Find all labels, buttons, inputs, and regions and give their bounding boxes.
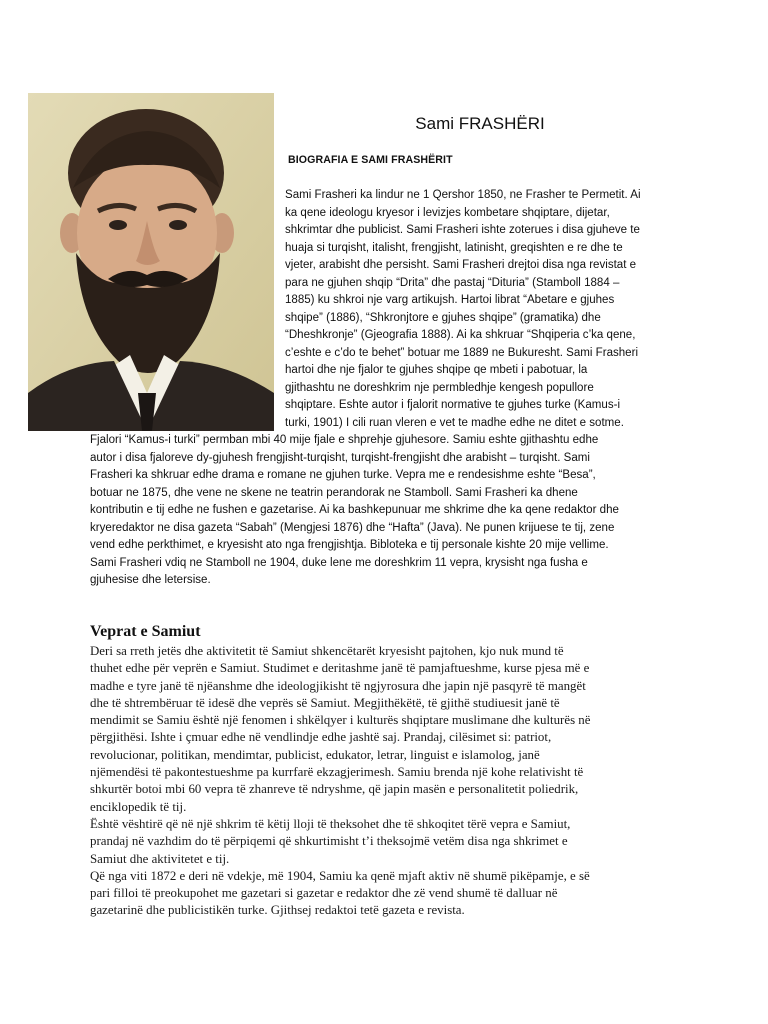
text-line: prandaj në vazhdim do të përpiqemi që shkurtimisht t’i theksojmë vetëm disa nga shkrimet e — [90, 834, 568, 849]
text-line: botuar ne 1875, dhe vene ne skene ne teatrin perandorak ne Stamboll. Sami Frasheri ka dhene — [90, 486, 578, 499]
text-line: shqiptare. Eshte autor i fjalorit normative te gjuhes turke (Kamus-i — [285, 399, 621, 411]
text-line: para ne gjuhen shqip “Drita” dhe pastaj “Dituria” (Stamboll 1884 – — [285, 276, 620, 289]
text-line: Sami Frasheri ka lindur ne 1 Qershor 1850, ne Frasher te Permetit. Ai — [285, 189, 641, 201]
text-line: kryeredaktor ne disa gazeta “Sabah” (Mengjesi 1876) dhe “Hafta” (Java). Ne punen krijuese te tij, zene — [90, 521, 615, 534]
biography-heading: BIOGRAFIA E SAMI FRASHËRIT — [288, 154, 453, 166]
text-line: hartoi dhe nje fjalor te gjuhes shqipe qe mbeti i pabotuar, la — [285, 364, 588, 376]
text-line: Samiut dhe aktivitetet e tij. — [90, 851, 230, 866]
text-line: ka qene ideologu kryesor i levizjes kombetare shqiptare, dijetar, — [285, 206, 610, 219]
biography-column-text — [285, 187, 677, 432]
text-line: gjuhesise dhe letersise. — [90, 574, 211, 586]
text-line: gjithashtu ne doreshkrim nje permbledhje kengesh popullore — [285, 381, 594, 394]
text-line: thuhet edhe për veprën e Samiut. Studimet e deritashme janë të pamjaftueshme, kurse pjesa më e — [90, 661, 590, 676]
text-line: turki, 1901) I cili ruan vleren e vet te madhe edhe ne ditet e sotme. — [285, 416, 624, 429]
text-line: Është vështirë që në një shkrim të këtij lloji të theksohet dhe të shkoqitet tërë vepra e Samiut, — [90, 816, 571, 831]
text-line: Frasheri ka shkruar edhe drama e romane ne gjuhen turke. Vepra me e rendesishme eshte “Besa”, — [90, 469, 596, 481]
text-line: revolucionar, politikan, mendimtar, publicist, edukator, letrar, linguist e islamolog, janë — [90, 747, 540, 762]
works-heading: Veprat e Samiut — [90, 623, 201, 640]
page-title: Sami FRASHËRI — [415, 114, 545, 133]
biography-continued-text — [90, 432, 680, 590]
text-line: autor i disa fjaloreve dy-gjuhesh frengjisht-turqisht, turqisht-frengjisht dhe arabisht – turqisht. Sami — [90, 451, 590, 464]
text-line: shqipe” (1886), “Shkronjtore e gjuhes shqipe” (gramatika) dhe — [285, 311, 601, 324]
text-line: shkurtër botoi mbi 60 vepra të zhanreve të ndryshme, që japin masën e personalitetit poliedrik, — [90, 782, 579, 797]
portrait-illustration — [28, 93, 274, 431]
text-line: pari filloi të preokupohet me gazetari si gazetar e redaktor dhe zë vend shumë të dalluar në — [90, 886, 558, 901]
text-line: Që nga viti 1872 e deri në vdekje, më 1904, Samiu ka qenë mjaft aktiv në shumë pikëpamje, e së — [90, 868, 590, 883]
text-line: vend edhe perkthimet, e kryesisht ato nga frengjishtja. Bibloteka e tij personale kishte 20 mije vellime. — [90, 539, 609, 551]
works-text — [90, 643, 680, 920]
portrait-photo — [28, 93, 274, 431]
text-line: njëmendësi të pakontestueshme pa kurrfarë ekzagjerimesh. Samiu brenda një kohe relativisht të — [90, 765, 584, 780]
text-line: “Dheshkronje” (Gjeografia 1888). Ai ka shkruar “Shqiperia c’ka qene, — [285, 329, 636, 341]
text-line: Fjalori “Kamus-i turki” permban mbi 40 mije fjale e shprehje gjuhesore. Samiu eshte gjithashtu edhe — [90, 434, 599, 446]
text-line: Sami Frasheri vdiq ne Stamboll ne 1904, duke lene me doreshkrim 11 vepra, krysisht nga fusha e — [90, 556, 588, 569]
text-line: gazetarinë dhe publicistikën turke. Gjithsej redaktoi tetë gazeta e revista. — [90, 903, 465, 918]
text-line: enciklopedik të tij. — [90, 799, 187, 814]
text-line: huaja si turqisht, italisht, frengjisht, latinisht, greqishten e re dhe te — [285, 241, 623, 254]
text-line: dhe të shtrembëruar të idesë dhe veprës së Samiut. Megjithëkëtë, të gjithë studiuesit janë të — [90, 695, 560, 710]
text-line: vjeter, arabisht dhe persisht. Sami Frasheri drejtoi disa nga revistat e — [285, 259, 637, 271]
text-line: mendimit se Samiu është një fenomen i shkëlqyer i kulturës shqiptare muslimane dhe kulturës në — [90, 713, 591, 728]
text-line: 1885) ku shkroi nje varg artikujsh. Hartoi librat “Abetare e gjuhes — [285, 294, 615, 306]
text-line: shkrimtar dhe publicist. Sami Frasheri ishte zoterues i disa gjuheve te — [285, 224, 640, 236]
text-line: përgjithësi. Ishte i çmuar edhe në vendlindje edhe jashtë saj. Prandaj, cilësimet si: patriot, — [90, 730, 552, 745]
text-line: kontributin e tij edhe ne fushen e gazetarise. Ai ka bashkepunuar me shkrime dhe ka qene redaktor dhe — [90, 504, 619, 516]
text-line: c’eshte e c’do te behet” botuar me 1889 ne Bukuresht. Sami Frasheri — [285, 346, 639, 359]
text-line: madhe e tyre janë të njëanshme dhe ideologjikisht të ngjyrosura dhe japin një pasqyrë të mangët — [90, 678, 586, 693]
text-line: Deri sa rreth jetës dhe aktivitetit të Samiut shkencëtarët kryesisht pajtohen, kjo nuk mund të — [90, 644, 564, 658]
